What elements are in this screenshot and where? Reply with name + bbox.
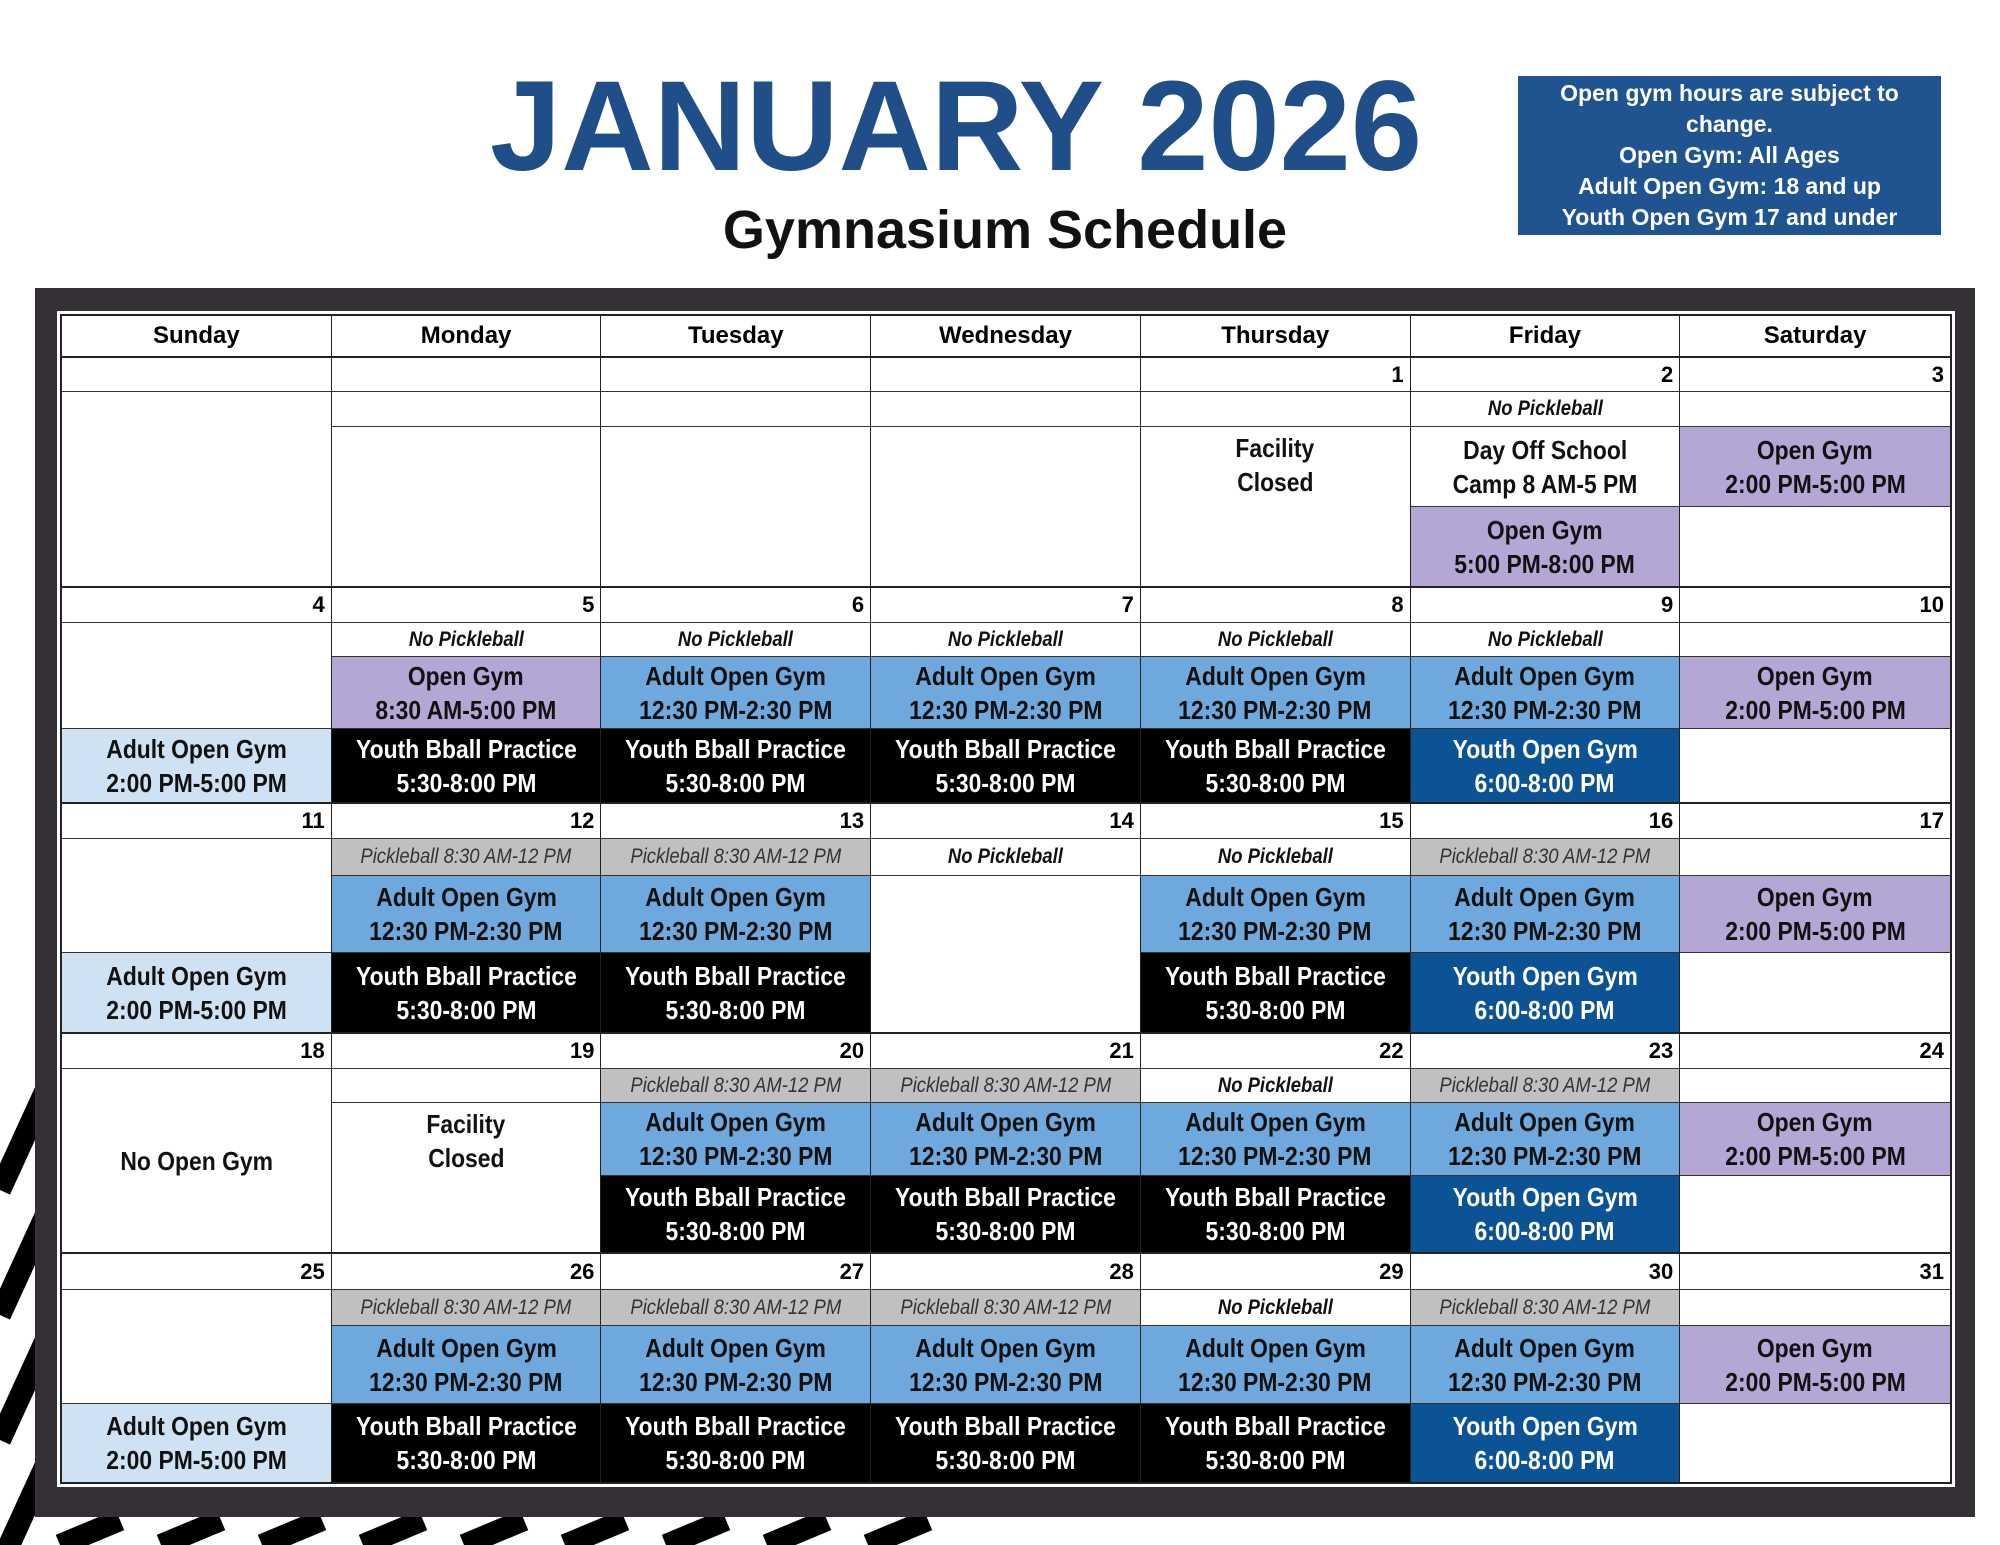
adult-open-gym-event	[62, 729, 332, 802]
weekday-saturday: Saturday	[1763, 322, 1867, 349]
event-text: Youth Bball Practice	[355, 733, 577, 764]
pickleball-slot	[601, 1069, 871, 1103]
no-pickleball-note	[871, 839, 1141, 876]
week-row	[62, 1034, 1950, 1254]
event-text: Adult Open Gym	[645, 1332, 827, 1363]
event-text: Youth Bball Practice	[355, 960, 577, 991]
event-text: 5:30-8:00 PM	[665, 767, 806, 798]
adult-open-gym-event	[332, 1326, 602, 1404]
day-number: 15	[1141, 804, 1411, 839]
event-text: Pickleball 8:30 AM-12 PM	[1439, 845, 1651, 868]
weekday-friday: Friday	[1411, 316, 1681, 356]
event-text: No Pickleball	[947, 845, 1064, 868]
event-text: Adult Open Gym	[915, 660, 1096, 691]
event-text: Adult Open Gym	[1184, 1332, 1366, 1363]
event-text: 12:30 PM-2:30 PM	[908, 1141, 1103, 1171]
event-text: Adult Open Gym	[915, 1332, 1096, 1363]
stripe	[565, 1520, 625, 1545]
open-gym-event	[1680, 1103, 1950, 1176]
event-text: 12:30 PM-2:30 PM	[1448, 916, 1642, 946]
day-number: 4	[62, 588, 332, 623]
event-text: Pickleball 8:30 AM-12 PM	[630, 1295, 842, 1319]
youth-bball-practice-event	[871, 1404, 1141, 1482]
event-text: Youth Bball Practice	[625, 733, 847, 764]
empty-slot	[62, 1290, 332, 1404]
event-text: 12:30 PM-2:30 PM	[639, 694, 833, 725]
day-number: 31	[1680, 1254, 1950, 1290]
info-box	[1518, 76, 1941, 235]
open-gym-event	[1680, 427, 1950, 507]
no-pickleball-note	[1411, 623, 1681, 657]
event-text: 2:00 PM-5:00 PM	[1724, 1366, 1906, 1397]
event-text: Adult Open Gym	[645, 660, 827, 691]
empty-slot	[601, 427, 871, 586]
empty-slot	[332, 392, 602, 427]
event-text: 5:30-8:00 PM	[1205, 994, 1346, 1025]
day-number: 20	[601, 1034, 871, 1069]
event-text: Pickleball 8:30 AM-12 PM	[360, 845, 572, 868]
day-note	[1411, 427, 1681, 507]
empty-slot	[1680, 392, 1950, 427]
event-text: Open Gym	[1757, 434, 1873, 465]
youth-open-gym-event	[1411, 729, 1681, 802]
adult-open-gym-event	[1411, 1103, 1681, 1176]
empty-slot	[1141, 392, 1411, 427]
event-text: Adult Open Gym	[1184, 1107, 1366, 1137]
event-text: Adult Open Gym	[375, 1332, 557, 1363]
day-number: 7	[871, 588, 1141, 623]
stripe	[868, 1520, 928, 1545]
event-text: Adult Open Gym	[1184, 660, 1366, 691]
youth-bball-practice-event	[332, 1404, 602, 1482]
event-text: Adult Open Gym	[1454, 1107, 1636, 1137]
empty-slot	[1680, 507, 1950, 586]
event-text: 12:30 PM-2:30 PM	[1178, 916, 1372, 946]
event-text: 5:30-8:00 PM	[396, 1445, 537, 1475]
event-text: Youth Bball Practice	[625, 960, 847, 991]
day-number: 8	[1141, 588, 1411, 623]
stripe	[666, 1520, 726, 1545]
day-number: 10	[1680, 588, 1950, 623]
day-number: 17	[1680, 804, 1950, 839]
event-text: Closed	[427, 1143, 505, 1173]
event-text: No Pickleball	[1487, 397, 1603, 420]
week-row	[62, 358, 1950, 588]
youth-bball-practice-event	[601, 1404, 871, 1482]
event-text: Open Gym	[1487, 514, 1603, 545]
event-text: 12:30 PM-2:30 PM	[639, 1366, 833, 1397]
event-text: No Open Gym	[120, 1145, 273, 1176]
event-text: 5:30-8:00 PM	[665, 994, 806, 1025]
empty-slot	[1680, 1069, 1950, 1103]
day-number: 22	[1141, 1034, 1411, 1069]
event-text: Youth Bball Practice	[625, 1411, 847, 1441]
event-text: Facility	[426, 1109, 506, 1139]
event-text: 6:00-8:00 PM	[1474, 994, 1615, 1025]
event-text: 8:30 AM-5:00 PM	[375, 694, 557, 725]
day-note	[332, 1103, 602, 1252]
event-text: Open Gym	[1757, 1107, 1873, 1137]
empty-slot	[1680, 1404, 1950, 1482]
event-text: No Pickleball	[678, 627, 794, 651]
adult-open-gym-event	[601, 876, 871, 953]
info-line: Open Gym: All Ages	[1619, 142, 1840, 168]
empty-slot	[871, 392, 1141, 427]
day-number: 11	[62, 804, 332, 839]
open-gym-event	[332, 657, 602, 729]
adult-open-gym-event	[601, 1103, 871, 1176]
event-text: No Pickleball	[1217, 1073, 1333, 1097]
page-subtitle: Gymnasium Schedule	[722, 200, 1288, 260]
youth-open-gym-event	[1411, 953, 1681, 1032]
day-number: 28	[871, 1254, 1141, 1290]
adult-open-gym-event	[1411, 876, 1681, 953]
pickleball-slot	[1411, 839, 1681, 876]
stripe	[363, 1520, 423, 1545]
youth-bball-practice-event	[601, 729, 871, 802]
day-number: 5	[332, 588, 602, 623]
event-text: 12:30 PM-2:30 PM	[369, 1366, 563, 1397]
open-gym-event	[1411, 507, 1681, 586]
empty-slot	[871, 876, 1141, 1032]
event-text: Youth Open Gym	[1452, 733, 1638, 764]
page-title: JANUARY 2026	[490, 55, 1422, 198]
empty-slot	[1680, 729, 1950, 802]
youth-bball-practice-event	[332, 729, 602, 802]
empty-slot	[871, 427, 1141, 586]
pickleball-slot	[601, 1290, 871, 1326]
day-number: 23	[1411, 1034, 1681, 1069]
youth-bball-practice-event	[1141, 953, 1411, 1032]
event-text: Open Gym	[1757, 882, 1873, 912]
event-text: 12:30 PM-2:30 PM	[1178, 1141, 1372, 1171]
event-text: 12:30 PM-2:30 PM	[908, 694, 1103, 725]
day-number: 9	[1411, 588, 1681, 623]
event-text: 5:30-8:00 PM	[935, 1216, 1076, 1246]
adult-open-gym-event	[1141, 657, 1411, 729]
pickleball-slot	[332, 1290, 602, 1326]
week-row	[62, 1254, 1950, 1482]
open-gym-event	[1680, 876, 1950, 953]
empty-slot	[332, 427, 602, 586]
no-pickleball-note	[1411, 392, 1681, 427]
pickleball-slot	[332, 839, 602, 876]
week-row	[62, 804, 1950, 1034]
event-text: Adult Open Gym	[645, 882, 827, 912]
event-text: 12:30 PM-2:30 PM	[1178, 1366, 1372, 1397]
day-note	[62, 1069, 332, 1252]
adult-open-gym-event	[871, 1326, 1141, 1404]
open-gym-event	[1680, 1326, 1950, 1404]
stripe	[262, 1520, 322, 1545]
event-text: Adult Open Gym	[375, 882, 557, 912]
adult-open-gym-event	[1141, 1326, 1411, 1404]
event-text: Adult Open Gym	[645, 1107, 827, 1137]
day-note	[1141, 427, 1411, 586]
day-number: 13	[601, 804, 871, 839]
event-text: Youth Bball Practice	[895, 733, 1116, 764]
week-row	[62, 588, 1950, 804]
youth-bball-practice-event	[332, 953, 602, 1032]
stripe	[60, 1520, 120, 1545]
event-text: Adult Open Gym	[106, 960, 287, 991]
day-number: 2	[1411, 358, 1681, 392]
open-gym-event	[1680, 657, 1950, 729]
event-text: 5:30-8:00 PM	[396, 994, 537, 1025]
event-text: 5:30-8:00 PM	[665, 1216, 806, 1246]
event-text: 6:00-8:00 PM	[1474, 1445, 1615, 1475]
event-text: Youth Bball Practice	[895, 1182, 1116, 1212]
event-text: Closed	[1237, 467, 1314, 497]
adult-open-gym-event	[601, 657, 871, 729]
event-text: Pickleball 8:30 AM-12 PM	[1439, 1295, 1651, 1319]
event-text: No Pickleball	[1217, 627, 1333, 651]
event-text: 6:00-8:00 PM	[1474, 1216, 1615, 1246]
event-text: Youth Bball Practice	[1164, 1182, 1386, 1212]
event-text: 12:30 PM-2:30 PM	[1178, 694, 1372, 725]
event-text: No Pickleball	[947, 627, 1064, 651]
event-text: 5:30-8:00 PM	[1205, 1445, 1346, 1475]
youth-open-gym-event	[1411, 1404, 1681, 1482]
adult-open-gym-event	[871, 1103, 1141, 1176]
calendar-table	[60, 314, 1952, 1484]
day-number: 14	[871, 804, 1141, 839]
no-pickleball-note	[1141, 1290, 1411, 1326]
empty-slot	[62, 623, 332, 729]
youth-bball-practice-event	[1141, 729, 1411, 802]
youth-bball-practice-event	[601, 953, 871, 1032]
event-text: Youth Bball Practice	[1164, 1411, 1386, 1441]
day-number: 19	[332, 1034, 602, 1069]
day-number: 29	[1141, 1254, 1411, 1290]
event-text: 5:00 PM-8:00 PM	[1454, 548, 1636, 579]
day-number: 25	[62, 1254, 332, 1290]
day-number: 24	[1680, 1034, 1950, 1069]
pickleball-slot	[1411, 1069, 1681, 1103]
day-number	[871, 358, 1141, 392]
event-text: No Pickleball	[1217, 1295, 1333, 1319]
adult-open-gym-event	[871, 657, 1141, 729]
empty-slot	[332, 1069, 602, 1103]
event-text: Adult Open Gym	[915, 1107, 1096, 1137]
event-text: Pickleball 8:30 AM-12 PM	[1439, 1073, 1651, 1097]
youth-bball-practice-event	[601, 1176, 871, 1252]
event-text: Adult Open Gym	[1454, 660, 1636, 691]
event-text: No Pickleball	[1487, 627, 1603, 651]
day-number	[601, 358, 871, 392]
event-text: Adult Open Gym	[1454, 882, 1636, 912]
day-number	[332, 358, 602, 392]
stripe	[161, 1520, 221, 1545]
no-pickleball-note	[871, 623, 1141, 657]
pickleball-slot	[871, 1290, 1141, 1326]
weekday-wednesday: Wednesday	[871, 316, 1141, 356]
youth-bball-practice-event	[1141, 1176, 1411, 1252]
event-text: 12:30 PM-2:30 PM	[908, 1366, 1103, 1397]
adult-open-gym-event	[601, 1326, 871, 1404]
pickleball-slot	[1411, 1290, 1681, 1326]
event-text: Pickleball 8:30 AM-12 PM	[630, 845, 842, 868]
weekday-header	[62, 316, 1950, 358]
empty-slot	[1680, 623, 1950, 657]
pickleball-slot	[871, 1069, 1141, 1103]
youth-bball-practice-event	[871, 729, 1141, 802]
weekday-tuesday: Tuesday	[601, 316, 871, 356]
event-text: 2:00 PM-5:00 PM	[106, 994, 287, 1025]
adult-open-gym-event	[1411, 657, 1681, 729]
info-line: change.	[1686, 111, 1773, 137]
day-number: 16	[1411, 804, 1681, 839]
event-text: Youth Bball Practice	[1164, 733, 1386, 764]
event-text: 2:00 PM-5:00 PM	[1724, 916, 1906, 946]
event-text: 12:30 PM-2:30 PM	[639, 916, 833, 946]
event-text: 12:30 PM-2:30 PM	[1448, 694, 1642, 725]
event-text: Youth Bball Practice	[355, 1411, 577, 1441]
stripe	[767, 1520, 827, 1545]
event-text: 2:00 PM-5:00 PM	[106, 767, 287, 798]
info-line: Open gym hours are subject to	[1560, 80, 1899, 106]
adult-open-gym-event	[62, 1404, 332, 1482]
event-text: 2:00 PM-5:00 PM	[106, 1445, 287, 1475]
event-text: 5:30-8:00 PM	[1205, 1216, 1346, 1246]
event-text: Pickleball 8:30 AM-12 PM	[630, 1073, 842, 1097]
day-number: 27	[601, 1254, 871, 1290]
event-text: Pickleball 8:30 AM-12 PM	[900, 1073, 1111, 1097]
event-text: Adult Open Gym	[106, 1411, 287, 1441]
no-pickleball-note	[601, 623, 871, 657]
event-text: 2:00 PM-5:00 PM	[1724, 1141, 1906, 1171]
event-text: 5:30-8:00 PM	[935, 767, 1076, 798]
empty-slot	[1680, 839, 1950, 876]
no-pickleball-note	[1141, 623, 1411, 657]
adult-open-gym-event	[1141, 1103, 1411, 1176]
calendar-weeks	[62, 358, 1950, 1482]
event-text: No Pickleball	[1217, 845, 1333, 868]
event-text: 12:30 PM-2:30 PM	[369, 916, 563, 946]
event-text: Youth Bball Practice	[625, 1182, 847, 1212]
day-number: 30	[1411, 1254, 1681, 1290]
no-pickleball-note	[1141, 1069, 1411, 1103]
no-pickleball-note	[332, 623, 602, 657]
event-text: Day Off School	[1462, 434, 1627, 465]
event-text: 5:30-8:00 PM	[935, 1445, 1076, 1475]
day-number: 6	[601, 588, 871, 623]
adult-open-gym-event	[1141, 876, 1411, 953]
adult-open-gym-event	[332, 876, 602, 953]
empty-slot	[62, 839, 332, 953]
event-text: 12:30 PM-2:30 PM	[1448, 1366, 1642, 1397]
event-text: Youth Bball Practice	[1164, 960, 1386, 991]
event-text: 2:00 PM-5:00 PM	[1724, 468, 1906, 499]
weekday-sunday: Sunday	[62, 316, 332, 356]
event-text: 5:30-8:00 PM	[396, 767, 537, 798]
event-text: Pickleball 8:30 AM-12 PM	[900, 1295, 1111, 1319]
day-number: 12	[332, 804, 602, 839]
info-line: Adult Open Gym: 18 and up	[1578, 173, 1881, 199]
event-text: 2:00 PM-5:00 PM	[1724, 694, 1906, 725]
event-text: No Pickleball	[408, 627, 524, 651]
event-text: 12:30 PM-2:30 PM	[639, 1141, 833, 1171]
empty-slot	[601, 392, 871, 427]
day-number: 1	[1141, 358, 1411, 392]
event-text: 5:30-8:00 PM	[1205, 767, 1346, 798]
day-number	[62, 358, 332, 392]
empty-slot	[62, 392, 332, 586]
event-text: Youth Bball Practice	[895, 1411, 1116, 1441]
day-number: 21	[871, 1034, 1141, 1069]
pickleball-slot	[601, 839, 871, 876]
youth-bball-practice-event	[871, 1176, 1141, 1252]
stripe	[464, 1520, 524, 1545]
event-text: 5:30-8:00 PM	[665, 1445, 806, 1475]
empty-slot	[1680, 1290, 1950, 1326]
adult-open-gym-event	[1411, 1326, 1681, 1404]
weekday-monday: Monday	[332, 316, 602, 356]
event-text: Camp 8 AM-5 PM	[1452, 468, 1638, 499]
event-text: 6:00-8:00 PM	[1474, 767, 1615, 798]
event-text: Adult Open Gym	[1184, 882, 1366, 912]
event-text: Youth Open Gym	[1452, 960, 1638, 991]
event-text: Open Gym	[1757, 1332, 1873, 1363]
event-text: Facility	[1235, 433, 1315, 463]
empty-slot	[1680, 953, 1950, 1032]
day-number: 26	[332, 1254, 602, 1290]
info-line: Youth Open Gym 17 and under	[1561, 204, 1898, 230]
youth-bball-practice-event	[1141, 1404, 1411, 1482]
weekday-thursday: Thursday	[1141, 316, 1411, 356]
empty-slot	[1680, 1176, 1950, 1252]
no-pickleball-note	[1141, 839, 1411, 876]
event-text: 12:30 PM-2:30 PM	[1448, 1141, 1642, 1171]
event-text: Pickleball 8:30 AM-12 PM	[360, 1295, 572, 1319]
event-text: Adult Open Gym	[1454, 1332, 1636, 1363]
event-text: Youth Open Gym	[1452, 1411, 1638, 1441]
event-text: Adult Open Gym	[106, 733, 287, 764]
event-text: Open Gym	[408, 660, 524, 691]
day-number: 18	[62, 1034, 332, 1069]
adult-open-gym-event	[62, 953, 332, 1032]
event-text: Youth Open Gym	[1452, 1182, 1638, 1212]
event-text: Open Gym	[1757, 660, 1873, 691]
youth-open-gym-event	[1411, 1176, 1681, 1252]
day-number: 3	[1680, 358, 1950, 392]
